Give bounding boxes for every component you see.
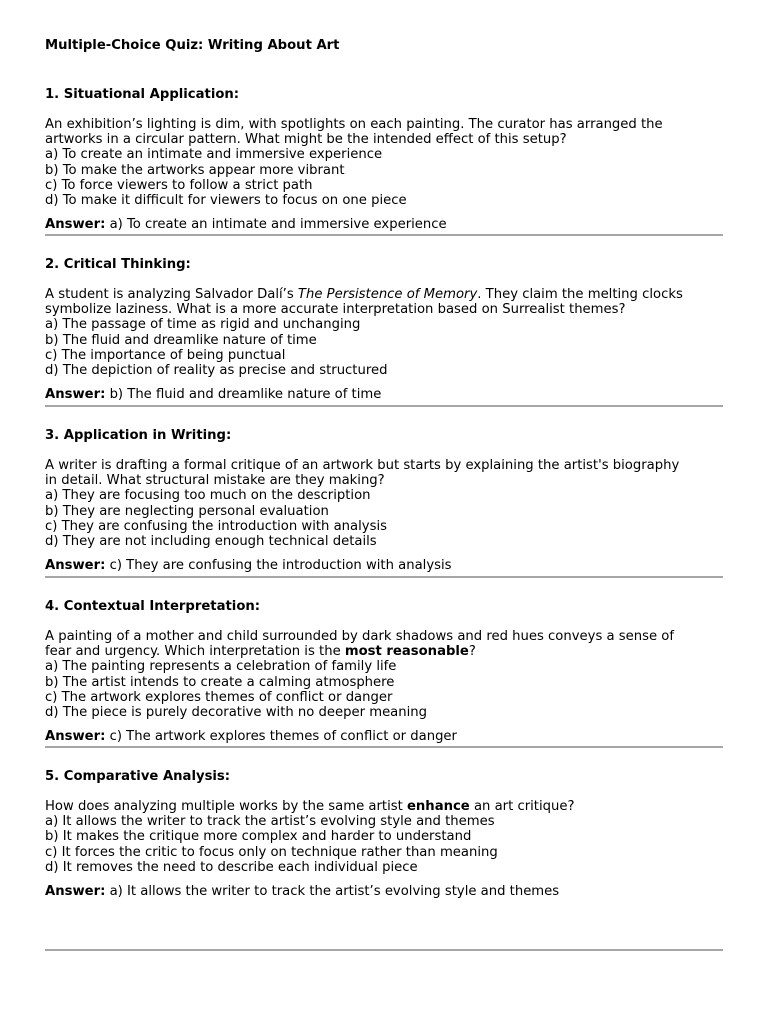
option-c: c) The importance of being punctual [45, 347, 286, 363]
answer-line [45, 558, 723, 573]
question-2 [45, 256, 723, 402]
page-title: Multiple-Choice Quiz: Writing About Art [45, 38, 340, 53]
divider [45, 405, 723, 407]
option-a: a) It allows the writer to track the artist’s evolving style and themes [45, 814, 495, 830]
stem-text: an art critique? [469, 799, 575, 814]
stem-line [45, 644, 723, 659]
option-c: c) The artwork explores themes of conflict or danger [45, 689, 393, 705]
option-c: c) To force viewers to follow a strict path [45, 177, 313, 193]
answer-label: Answer: [45, 387, 106, 403]
option-d: d) They are not including enough technical details [45, 534, 377, 550]
answer-label: Answer: [45, 217, 106, 233]
question-stem [45, 458, 723, 488]
answer-line [45, 217, 723, 232]
question-stem [45, 287, 723, 317]
option-a: a) To create an intimate and immersive experience [45, 147, 383, 163]
question-heading: 2. Critical Thinking: [45, 257, 191, 272]
option-d: d) The piece is purely decorative with no deeper meaning [45, 705, 428, 721]
option-b: b) To make the artworks appear more vibrant [45, 162, 345, 178]
option-d: d) To make it difficult for viewers to focus on one piece [45, 193, 407, 209]
stem-text: A student is analyzing Salvador Dalí’s [45, 287, 298, 302]
answer-line [45, 387, 723, 402]
emphasis-text: most reasonable [344, 644, 469, 660]
option-a: a) The painting represents a celebration of family life [45, 659, 397, 675]
option-c: c) It forces the critic to focus only on technique rather than meaning [45, 844, 498, 860]
divider [45, 746, 723, 748]
question-heading: 1. Situational Application: [45, 87, 240, 102]
answer-label: Answer: [45, 729, 106, 745]
option-c: c) They are confusing the introduction with analysis [45, 518, 387, 534]
answer-text: a) It allows the writer to track the artist’s evolving style and themes [109, 884, 560, 900]
stem-line: An exhibition’s lighting is dim, with spotlights on each painting. The curator has arranged the [45, 117, 663, 132]
question-stem [45, 629, 723, 659]
stem-line: A writer is drafting a formal critique of an artwork but starts by explaining the artist's biography [45, 458, 680, 473]
stem-line: symbolize laziness. What is a more accurate interpretation based on Surrealist themes? [45, 302, 626, 318]
question-heading: 5. Comparative Analysis: [45, 769, 231, 784]
option-a: a) The passage of time as rigid and unchanging [45, 317, 361, 333]
stem-line: in detail. What structural mistake are they making? [45, 473, 385, 489]
answer-text: a) To create an intimate and immersive experience [109, 217, 447, 233]
divider [45, 949, 723, 951]
answer-label: Answer: [45, 558, 106, 574]
stem-text: . They claim the melting clocks [477, 287, 683, 302]
stem-line: A painting of a mother and child surrounded by dark shadows and red hues conveys a sense of [45, 629, 675, 644]
option-d: d) It removes the need to describe each individual piece [45, 859, 418, 875]
option-a: a) They are focusing too much on the description [45, 488, 371, 504]
question-stem [45, 799, 723, 814]
stem-text: fear and urgency. Which interpretation is the [45, 644, 345, 660]
option-b: b) The fluid and dreamlike nature of time [45, 332, 317, 348]
stem-line [45, 287, 723, 302]
stem-line [45, 799, 723, 814]
option-d: d) The depiction of reality as precise and structured [45, 363, 388, 379]
question-heading: 4. Contextual Interpretation: [45, 599, 261, 614]
option-b: b) It makes the critique more complex and harder to understand [45, 829, 472, 845]
question-4 [45, 598, 723, 744]
emphasis-text: enhance [406, 799, 470, 814]
question-heading: 3. Application in Writing: [45, 428, 232, 443]
question-stem [45, 117, 723, 147]
divider [45, 234, 723, 236]
answer-label: Answer: [45, 884, 106, 900]
option-b: b) They are neglecting personal evaluation [45, 503, 329, 519]
question-5 [45, 768, 723, 899]
stem-text: How does analyzing multiple works by the same artist [45, 799, 407, 814]
question-1 [45, 86, 723, 232]
artwork-title: The Persistence of Memory [297, 287, 478, 302]
divider [45, 576, 723, 578]
answer-line [45, 884, 723, 899]
answer-text: c) The artwork explores themes of conflict or danger [109, 729, 457, 745]
stem-text: ? [468, 644, 476, 660]
answer-line [45, 729, 723, 744]
stem-line: artworks in a circular pattern. What might be the intended effect of this setup? [45, 132, 567, 148]
question-3 [45, 427, 723, 573]
answer-text: b) The fluid and dreamlike nature of time [109, 387, 382, 403]
option-b: b) The artist intends to create a calming atmosphere [45, 674, 395, 690]
answer-text: c) They are confusing the introduction with analysis [109, 558, 452, 574]
